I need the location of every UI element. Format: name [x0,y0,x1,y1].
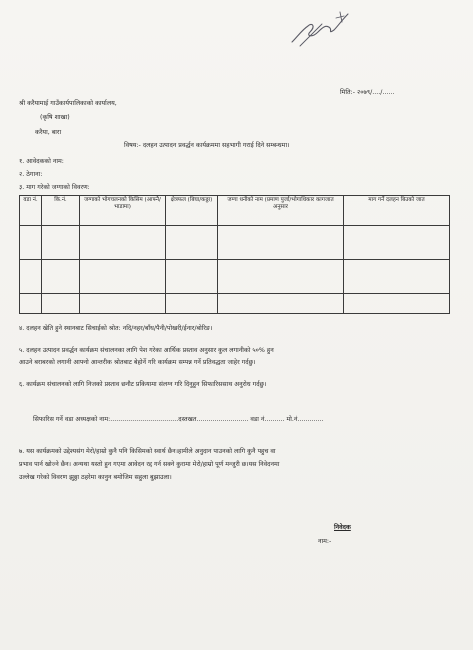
item-6-recommendation: ६. कार्यक्रम संचालनको लागि निजको प्रस्ताव छनौट प्रकियामा संलग्न गरि दिनुहुन सिफारिससाथ अनुरोध गर्दछु। [19,381,267,388]
addressee: श्री करैयामाई गाउँकार्यपालिकाको कार्यालय, [19,100,117,107]
table-cell[interactable] [166,260,218,294]
table-cell[interactable] [166,294,218,314]
col-ownership-type: जग्गाको भोगचलनको किसिम (आफ्नै/भाडामा) [80,196,166,226]
table-cell[interactable] [344,260,450,294]
table-cell[interactable] [42,226,80,260]
table-cell[interactable] [42,260,80,294]
branch: (कृषि शाखा) [40,114,70,121]
item-5-line-2: आउने बराबरको लगानी आफ्नो आन्तरीक श्रोतबाट बेहोर्ने गरि कार्यक्रम सम्पन्न गर्ने प्रतिवद्धता जाहेर गर्दछु। [19,359,256,366]
land-details-table [19,195,450,314]
table-cell[interactable] [42,294,80,314]
table-cell[interactable] [80,294,166,314]
table-cell[interactable] [20,260,42,294]
table-cell[interactable] [218,260,344,294]
col-seed-variety: माग गर्ने दलहन बिउको जात [344,196,450,226]
ward-chair-recommendation-line: सिफारिस गर्ने वडा अध्यक्षको नाम:..................................दस्तखत.......................... वडा नं.......... मो.नं............. [33,416,324,423]
handwritten-signature [286,2,356,50]
subject: विषय:- दलहन उत्पादन प्रवर्द्धन कार्यक्रममा सहभागी गराई दिने सम्बन्धमा। [124,142,290,149]
applicant-name-label: नाम:- [318,538,332,545]
applicant-title: निवेदक [334,524,351,531]
table-header-row [20,196,450,226]
col-area: क्षेत्रफल (बिघा/कठ्ठा) [166,196,218,226]
table-cell[interactable] [344,226,450,260]
item-7-line-1: ७. यस कार्यक्रमको उद्देश्यसंग मेरो/हाम्रो कुनै पनि किसिमको स्वार्थ छैन।हामीले अनुदान पाउनको लागि कुनै पहुच वा [19,448,276,455]
table-cell[interactable] [20,226,42,260]
land-details-label: ३. माग गरेको जग्गाको विवरण: [19,184,90,191]
applicant-name-field: १. आवेदकको नाम: [19,158,64,165]
table-cell[interactable] [80,260,166,294]
item-7-line-3: उल्लेख गरेको विवरण झुठ्ठा ठहरेमा कानुन बमोजिम सहुला बुझाउला। [19,474,172,481]
table-cell[interactable] [344,294,450,314]
table-cell[interactable] [218,294,344,314]
table-cell[interactable] [80,226,166,260]
col-plot-no: कि.नं. [42,196,80,226]
table-row [20,294,450,314]
table-cell[interactable] [166,226,218,260]
item-5-line-1: ५. दलहन उत्पादन प्रवर्द्धन कार्यक्रम संचालनका लागि पेश गरेका आर्थिक प्रस्ताव अनुसार कुल लगानीको ५०% हुन [19,347,274,354]
address-field: २. ठेगाना: [19,171,43,178]
date-line: मिति:- २०७९/..../...... [340,89,395,96]
item-7-line-2: प्रभाव पार्न खोज्ने छैन। अन्यथा यस्तो हुन गएमा आवेदन रद्द गर्न सक्ने कुरामा मेरो/हाम्रो पूर्ण मन्जुरी छ।यस निवेदनमा [19,461,280,468]
table-row [20,226,450,260]
table-cell[interactable] [20,294,42,314]
col-owner-name: जग्गा धनीको नाम (प्रमाण पुर्जा/भोगाधिकार कागजात अनुसार [218,196,344,226]
item-4-irrigation: ४. दलहन खेति हुने स्थानबाट सिचाईको श्रोत: नदि/नहर/बाँध/पैनी/पोखरी/ईनार/बोरिङ। [19,325,213,332]
col-ward: वडा नं. [20,196,42,226]
table-cell[interactable] [218,226,344,260]
table-row [20,260,450,294]
location: करैया, बारा [35,129,62,136]
